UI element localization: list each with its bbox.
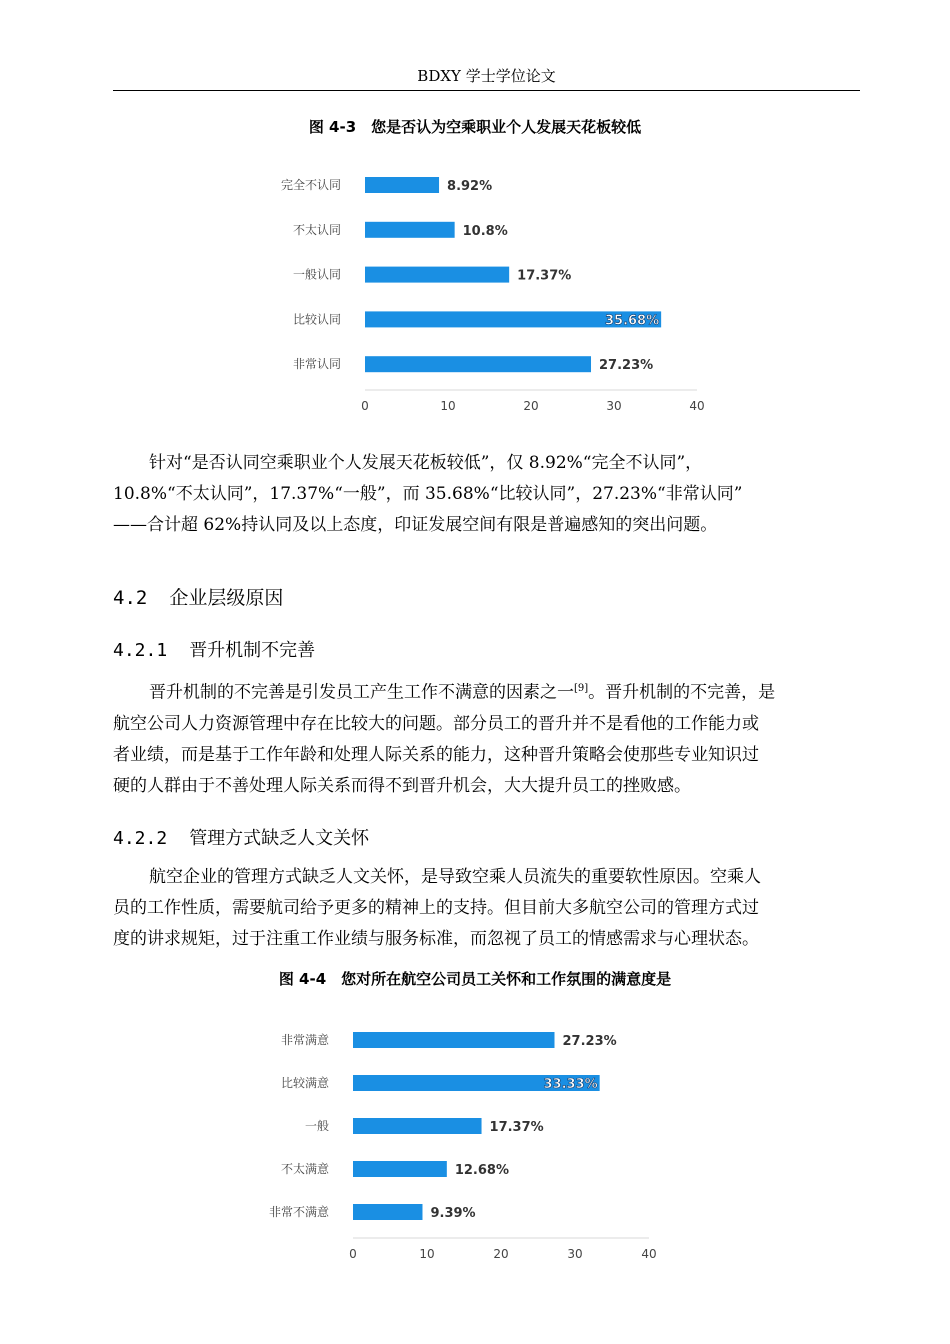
figure-4-3-chart <box>230 165 710 415</box>
paragraph-line: 度的讲求规矩，过于注重工作业绩与服务标准，而忽视了员工的情感需求与心理状态。 <box>113 929 759 949</box>
x-tick-label: 20 <box>523 399 539 413</box>
page-header: BDXY 学士学位论文 <box>417 67 556 85</box>
data-label: 27.23% <box>599 358 654 374</box>
x-tick-label: 30 <box>567 1247 583 1261</box>
category-label: 一般认同 <box>292 267 341 282</box>
x-tick-label: 10 <box>440 399 456 413</box>
data-label: 12.68% <box>454 1163 509 1178</box>
section-number: 4.2.2 <box>113 828 168 849</box>
bar <box>353 1118 482 1134</box>
category-label: 不太认同 <box>292 222 341 237</box>
bar <box>365 177 439 193</box>
category-label: 比较认同 <box>292 312 341 327</box>
paragraph-line: 硬的人群由于不善处理人际关系而得不到晋升机会，大大提升员工的挫败感。 <box>113 775 691 796</box>
x-tick-label: 40 <box>689 399 705 413</box>
bar <box>353 1204 422 1220</box>
bar <box>353 1032 555 1048</box>
figure-4-4-chart <box>225 1018 695 1263</box>
category-label: 一般 <box>304 1119 329 1133</box>
section-title: 晋升机制不完善 <box>189 640 316 661</box>
bar-chart-svg <box>225 1018 695 1263</box>
header-rule <box>113 90 860 91</box>
data-label: 35.68% <box>604 313 660 329</box>
paragraph-text: 。晋升机制的不完善，是 <box>588 682 776 703</box>
section-number: 4.2.1 <box>113 640 168 661</box>
data-label: 8.92% <box>447 179 493 194</box>
paragraph-line: 航空企业的管理方式缺乏人文关怀，是导致空乘人员流失的重要软性原因。空乘人 <box>149 867 761 887</box>
data-label: 33.33% <box>543 1077 598 1092</box>
category-label: 完全不认同 <box>280 178 341 192</box>
x-tick-label: 0 <box>349 1247 357 1261</box>
bar <box>353 1161 447 1177</box>
data-label: 9.39% <box>430 1206 476 1221</box>
category-label: 非常认同 <box>292 357 341 372</box>
paragraph-line: 10.8%“不太认同”，17.37%“一般”，而 35.68%“比较认同”，27.23%“非常认同” <box>113 484 743 504</box>
category-label: 不太满意 <box>280 1162 329 1176</box>
figure-4-4-caption: 图 4-4 您对所在航空公司员工关怀和工作氛围的满意度是 <box>278 970 672 988</box>
figure-4-3-caption: 图 4-3 您是否认为空乘职业个人发展天花板较低 <box>308 118 642 136</box>
data-label: 10.8% <box>462 223 508 239</box>
x-tick-label: 40 <box>641 1247 657 1261</box>
paragraph-line: 员的工作性质，需要航司给予更多的精神上的支持。但目前大多航空公司的管理方式过 <box>113 898 759 918</box>
paragraph-line <box>113 673 860 709</box>
paragraph-line: 者业绩，而是基于工作年龄和处理人际关系的能力，这种晋升策略会使那些专业知识过 <box>113 744 759 765</box>
data-label: 17.37% <box>489 1120 544 1135</box>
paragraph-line: 针对“是否认同空乘职业个人发展天花板较低”，仅 8.92%“完全不认同”， <box>149 453 703 473</box>
paragraph-text: 晋升机制的不完善是引发员工产生工作不满意的因素之一 <box>149 682 574 703</box>
bar <box>365 356 591 372</box>
bar <box>365 222 455 238</box>
citation-reference[interactable]: [9] <box>574 683 589 694</box>
bar <box>365 267 509 283</box>
bar-chart-svg <box>230 165 710 415</box>
paragraph-figure-4-3-analysis <box>113 448 860 541</box>
paragraph-management-style <box>113 862 860 955</box>
data-label: 17.37% <box>517 268 572 284</box>
section-title: 管理方式缺乏人文关怀 <box>189 828 370 849</box>
x-tick-label: 30 <box>606 399 622 413</box>
paragraph-promotion-mechanism <box>113 673 860 802</box>
section-number: 4.2 <box>113 587 148 609</box>
x-tick-label: 10 <box>419 1247 435 1261</box>
category-label: 比较满意 <box>280 1076 329 1090</box>
category-label: 非常满意 <box>280 1033 329 1047</box>
x-tick-label: 0 <box>361 399 369 413</box>
category-label: 非常不满意 <box>268 1205 329 1219</box>
x-tick-label: 20 <box>493 1247 509 1261</box>
section-heading-4-2-1 <box>113 636 315 662</box>
data-label: 27.23% <box>562 1034 617 1049</box>
paragraph-line: ——合计超 62%持认同及以上态度，印证发展空间有限是普遍感知的突出问题。 <box>113 515 718 535</box>
paragraph-line: 航空公司人力资源管理中存在比较大的问题。部分员工的晋升并不是看他的工作能力或 <box>113 713 759 734</box>
section-heading-4-2-2 <box>113 824 369 850</box>
section-heading-4-2 <box>113 583 283 610</box>
section-title: 企业层级原因 <box>169 587 284 609</box>
